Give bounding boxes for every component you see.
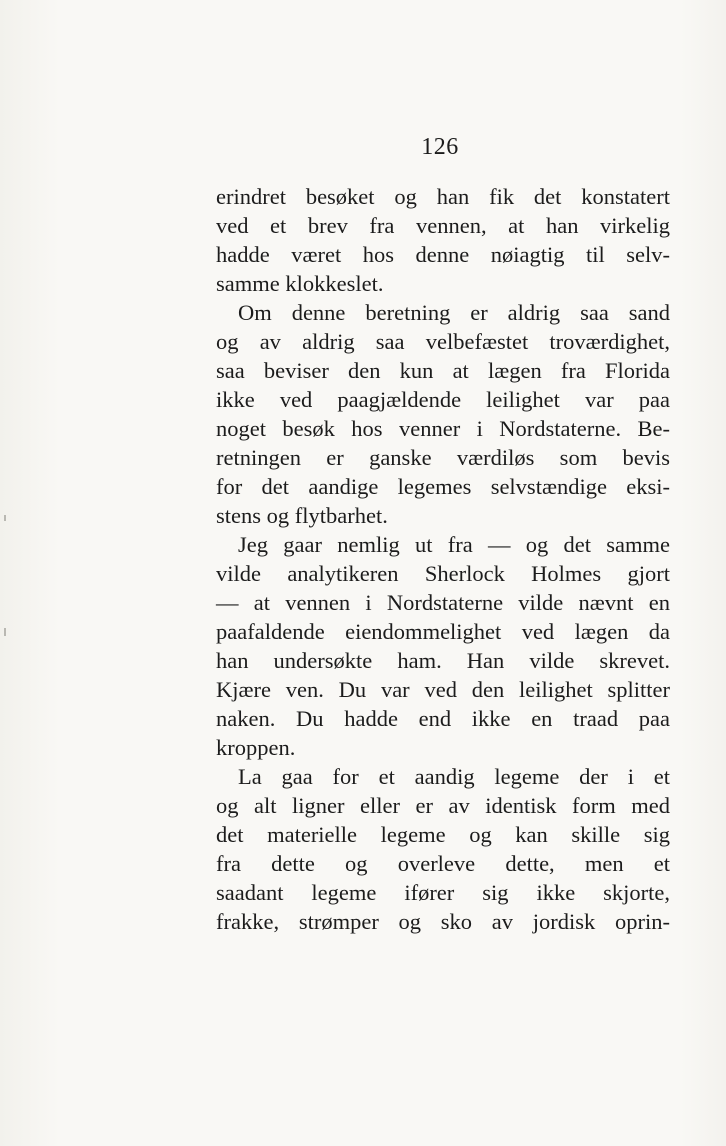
text-line: paafaldende eiendommelighet ved lægen da: [216, 619, 670, 644]
text-line: La gaa for et aandig legeme der i et: [238, 764, 670, 789]
text-line: stens og flytbarhet.: [216, 503, 388, 528]
text-line: — at vennen i Nordstaterne vilde nævnt en: [216, 590, 670, 615]
text-line: Om denne beretning er aldrig saa sand: [238, 300, 670, 325]
page-number: 126: [421, 134, 459, 160]
text-line: kroppen.: [216, 735, 296, 760]
text-line: hadde været hos denne nøiagtig til selv-: [216, 242, 670, 267]
text-line: frakke, strømper og sko av jordisk oprin-: [216, 909, 670, 934]
text-line: retningen er ganske værdiløs som bevis: [216, 445, 670, 470]
text-line: Jeg gaar nemlig ut fra — og det samme: [238, 532, 670, 557]
text-line: han undersøkte ham. Han vilde skrevet.: [216, 648, 670, 673]
text-line: saa beviser den kun at lægen fra Florida: [216, 358, 670, 383]
text-line: det materielle legeme og kan skille sig: [216, 822, 670, 847]
text-line: og alt ligner eller er av identisk form med: [216, 793, 670, 818]
text-line: fra dette og overleve dette, men et: [216, 851, 670, 876]
text-line: vilde analytikeren Sherlock Holmes gjort: [216, 561, 670, 586]
text-line: naken. Du hadde end ikke en traad paa: [216, 706, 670, 731]
text-line: erindret besøket og han fik det konstatert: [216, 184, 670, 209]
text-line: for det aandige legemes selvstændige eksi-: [216, 474, 670, 499]
text-line: ikke ved paagjældende leilighet var paa: [216, 387, 670, 412]
text-line: og av aldrig saa velbefæstet troværdighet,: [216, 329, 670, 354]
body-text: [216, 182, 670, 936]
margin-mark: [4, 628, 6, 636]
text-line: Kjære ven. Du var ved den leilighet splitter: [216, 677, 670, 702]
text-line: saadant legeme ifører sig ikke skjorte,: [216, 880, 670, 905]
margin-mark: [4, 515, 6, 521]
text-line: noget besøk hos venner i Nordstaterne. Be-: [216, 416, 670, 441]
text-line: samme klokkeslet.: [216, 271, 384, 296]
text-line: ved et brev fra vennen, at han virkelig: [216, 213, 670, 238]
